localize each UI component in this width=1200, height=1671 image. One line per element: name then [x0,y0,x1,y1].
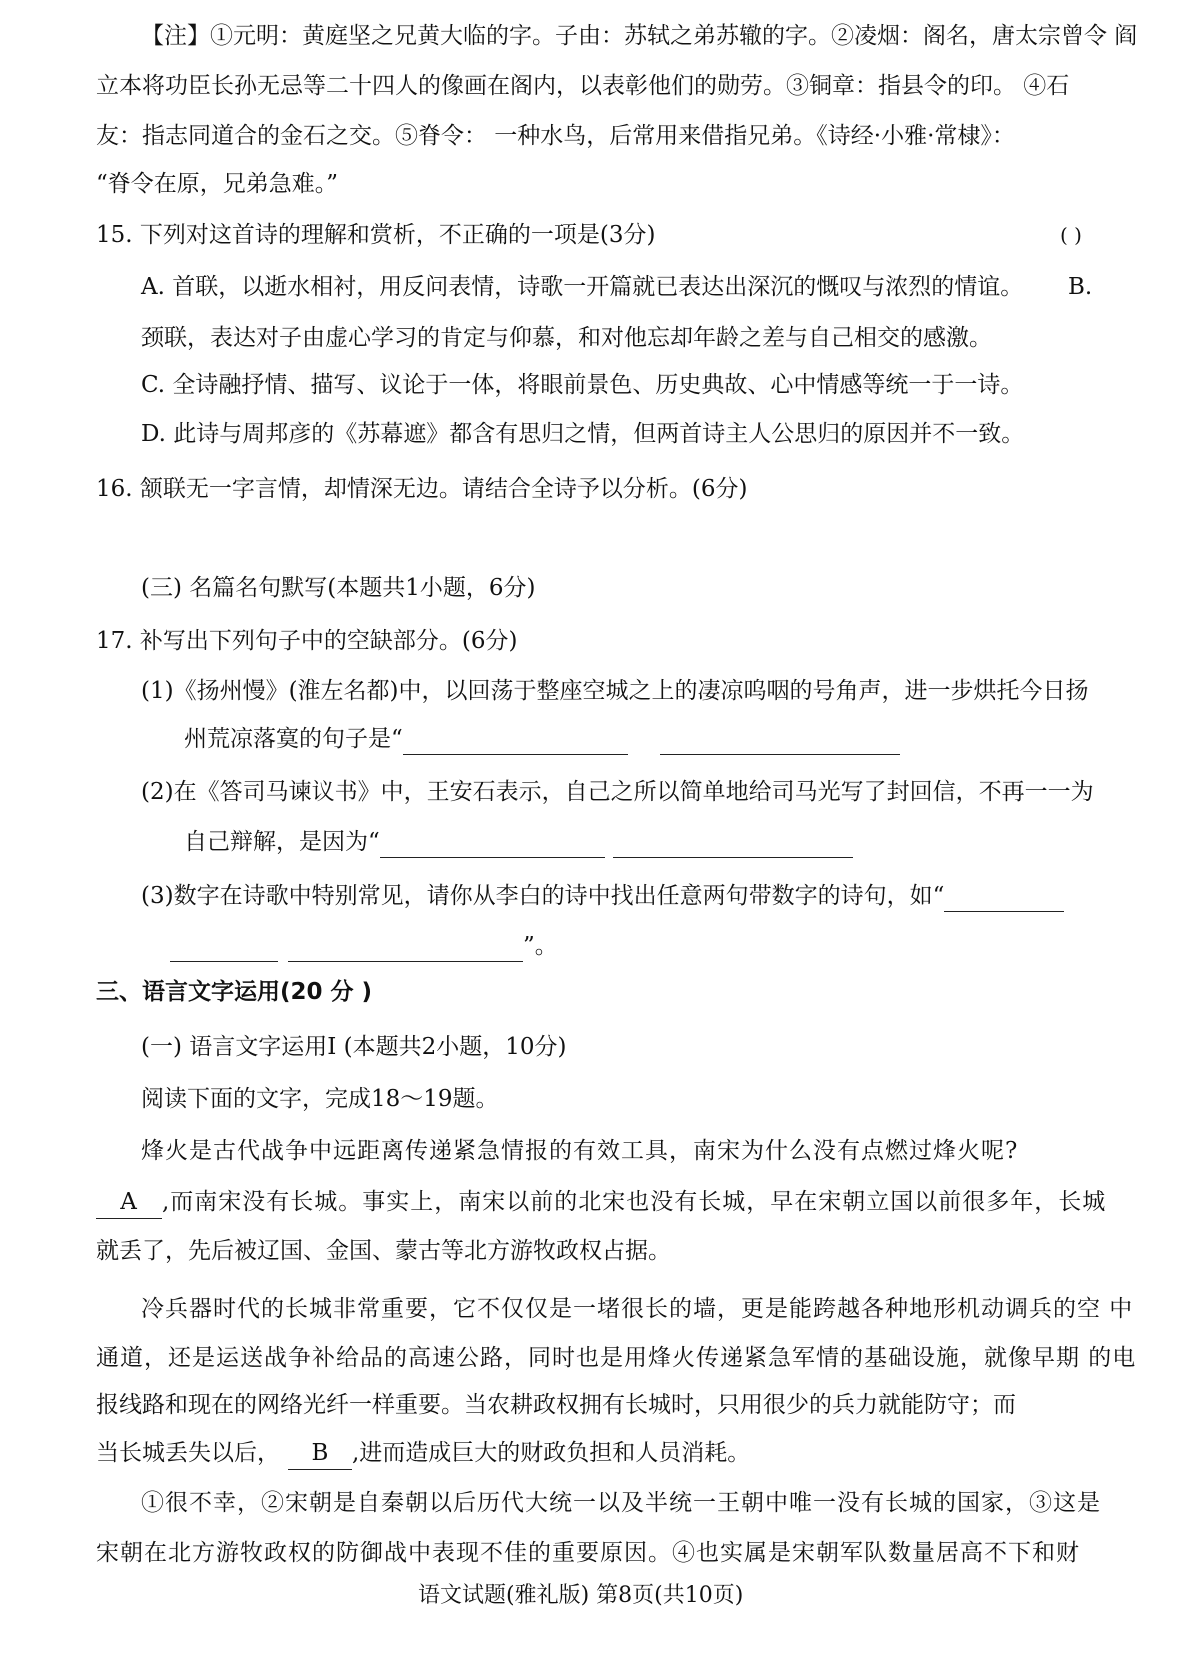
item-3-cont [170,930,558,962]
note-line: 立本将功臣长孙无忌等二十四人的像画在阁内，以表彰他们的勋劳。③铜章：指县令的印。 ④石 [96,73,1070,99]
section-subheading: (三) 名篇名句默写(本题共1小题，6分) [141,575,536,601]
passage-line: 烽火是古代战争中远距离传递紧急情报的有效工具，南宋为什么没有点燃过烽火呢? [141,1138,1019,1164]
item-text: 自己辩解，是因为“ [184,829,380,855]
instructions: 阅读下面的文字，完成18～19题。 [141,1086,499,1112]
question-stem: 17. 补写出下列句子中的空缺部分。(6分) [96,628,518,654]
answer-blank[interactable] [288,937,523,962]
question-stem: 15. 下列对这首诗的理解和赏析，不正确的一项是(3分) [96,222,656,248]
item-text: ”。 [523,933,558,959]
note-line: 友：指志同道合的金石之交。⑤脊令： 一种水鸟，后常用来借指兄弟。《诗经·小雅·常棣》： [96,123,1015,149]
question-16: 16. 颔联无一字言情，却情深无边。请结合全诗予以分析。(6分) [96,476,748,502]
page-footer: 语文试题(雅礼版) 第8页(共10页) [418,1583,744,1608]
item-3 [141,880,1064,912]
answer-blank[interactable] [613,833,853,858]
section-title: 三、语言文字运用(20 分 ) [96,979,373,1005]
section-subheading: (一) 语言文字运用Ⅰ (本题共2小题，10分) [141,1034,567,1060]
answer-blank[interactable] [380,833,605,858]
note-line: 【注】①元明：黄庭坚之兄黄大临的字。子由：苏轼之弟苏辙的字。②凌烟：阁名，唐太宗曾令 阎 [141,23,1138,49]
answer-paren: ( ) [1060,223,1082,247]
item-text: 州荒凉落寞的句子是“ [184,726,403,752]
passage-line: 报线路和现在的网络光纤一样重要。当农耕政权拥有长城时，只用很少的兵力就能防守；而 [96,1392,1016,1418]
passage-text: ,进而造成巨大的财政负担和人员消耗。 [352,1440,751,1466]
item-text: (3)数字在诗歌中特别常见，请你从李白的诗中找出任意两句带数字的诗句，如“ [141,883,945,909]
passage-line: 通道，还是运送战争补给品的高速公路，同时也是用烽火传递紧急军情的基础设施，就像早期 的电 [96,1345,1137,1371]
answer-blank[interactable] [660,730,900,755]
passage-line [96,1437,750,1470]
passage-line: 宋朝在北方游牧政权的防御战中表现不佳的重要原因。④也实属是宋朝军队数量居高不下和财 [96,1540,1080,1566]
option-b: 颈联，表达对子由虚心学习的肯定与仰慕，和对他忘却年龄之差与自己相交的感激。 [141,325,992,351]
option-a: A. 首联，以逝水相衬，用反问表情，诗歌一开篇就已表达出深沉的慨叹与浓烈的情谊。 [141,274,1024,300]
passage-line [96,1186,1106,1219]
note-line: “脊令在原，兄弟急难。” [96,171,339,197]
item-1: (1)《扬州慢》(淮左名都)中，以回荡于整座空城之上的凄凉呜咽的号角声，进一步烘托今日扬 [141,678,1089,704]
passage-text: 当长城丢失以后， [96,1440,280,1466]
answer-blank[interactable] [403,730,628,755]
answer-blank[interactable] [944,887,1064,912]
item-1-cont [184,723,900,755]
passage-text: ,而南宋没有长城。事实上，南宋以前的北宋也没有长城，早在宋朝立国以前很多年，长城 [162,1189,1107,1215]
option-c: C. 全诗融抒情、描写、议论于一体，将眼前景色、历史典故、心中情感等统一于一诗。 [141,372,1024,398]
item-2-cont [184,826,853,858]
answer-blank[interactable] [170,937,278,962]
passage-line: 冷兵器时代的长城非常重要，它不仅仅是一堵很长的墙，更是能跨越各种地形机动调兵的空 中 [141,1296,1134,1322]
blank-a[interactable]: A [96,1186,162,1219]
passage-line: 就丢了，先后被辽国、金国、蒙古等北方游牧政权占据。 [96,1238,671,1264]
option-b-label: B. [1068,274,1093,300]
item-2: (2)在《答司马谏议书》中，王安石表示，自己之所以简单地给司马光写了封回信，不再一一为 [141,779,1094,805]
blank-b[interactable]: B [288,1437,352,1470]
passage-line: ①很不幸，②宋朝是自秦朝以后历代大统一以及半统一王朝中唯一没有长城的国家，③这是 [141,1490,1101,1516]
option-d: D. 此诗与周邦彦的《苏幕遮》都含有思归之情，但两首诗主人公思归的原因并不一致。 [141,421,1025,447]
